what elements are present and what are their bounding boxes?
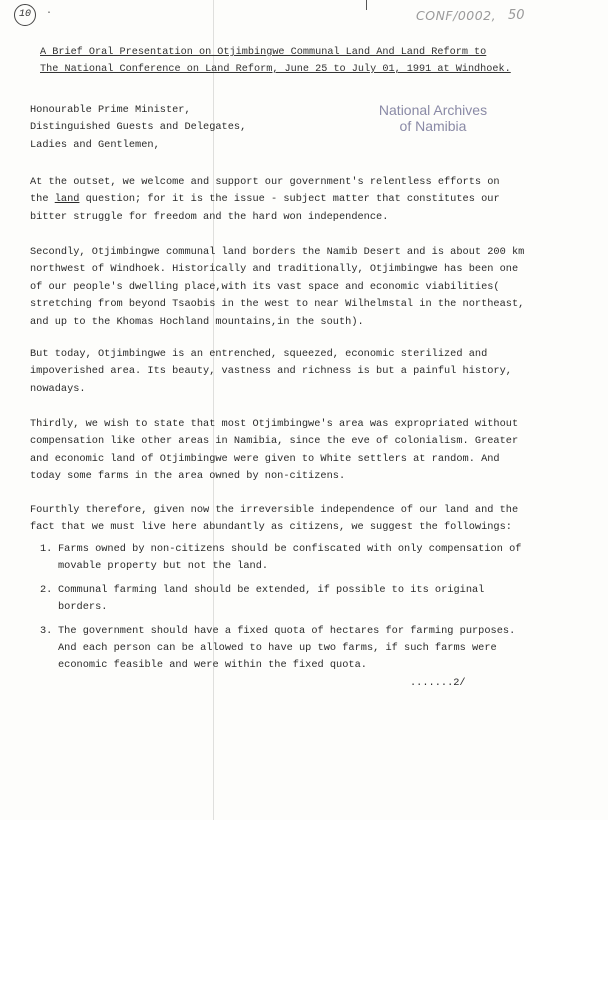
paragraph-line: Secondly, Otjimbingwe communal land borders the Namib Desert and is about 200 km	[30, 246, 525, 258]
underlined-word: land	[54, 193, 80, 206]
salutation-line: Honourable Prime Minister,	[30, 104, 191, 116]
paragraph-line: compensation like other areas in Namibia, since the eve of colonialism. Greater	[30, 435, 519, 448]
paragraph-fourthly	[30, 502, 550, 537]
paragraph-line: of our people's dwelling place,with its vast space and economic viabilities(	[30, 280, 500, 293]
paragraph-line: stretching from beyond Tsaobis in the west to near Wilhelmstal in the northeast,	[30, 298, 525, 311]
paragraph-line: But today, Otjimbingwe is an entrenched, squeezed, economic sterilized and	[30, 348, 488, 360]
paragraph-line: fact that we must live here abundantly as citizens, we suggest the followings:	[30, 521, 512, 534]
stamp-line: National Archives	[378, 102, 488, 118]
paragraph-line: Fourthly therefore, given now the irreversible independence of our land and the	[30, 504, 519, 516]
salutation	[30, 102, 550, 154]
paragraph-line: and economic land of Otjimbingwe were given to White settlers at random. And	[30, 452, 500, 465]
paragraph-line: and up to the Khomas Hochland mountains,in the south).	[30, 315, 364, 328]
list-line: And each person can be allowed to have up two farms, if such farms were	[58, 642, 497, 655]
list-line: movable property but not the land.	[58, 560, 269, 573]
paragraph-line: impoverished area. Its beauty, vastness and richness is but a painful history,	[30, 365, 512, 378]
text-span: the	[30, 193, 55, 206]
paragraph-line: today some farms in the area owned by non-citizens.	[30, 470, 346, 483]
top-tick-mark	[366, 0, 367, 10]
paragraph-line: nowadays.	[30, 382, 86, 395]
page-number-circle: 10	[14, 4, 36, 26]
document-title	[40, 44, 580, 78]
stamp-line: of Namibia	[399, 118, 467, 134]
list-line: economic feasible and were within the fixed quota.	[58, 659, 367, 672]
paragraph-line: bitter struggle for freedom and the hard won independence.	[30, 210, 389, 223]
paragraph-today	[30, 346, 550, 398]
paragraph-thirdly	[30, 416, 550, 486]
salutation-line: Distinguished Guests and Delegates,	[30, 121, 247, 134]
list-line: borders.	[58, 601, 108, 614]
title-line: A Brief Oral Presentation on Otjimbingwe Communal Land And Land Reform to	[40, 47, 487, 58]
archive-reference: CONF/0002,	[416, 8, 497, 23]
title-line: The National Conference on Land Reform, June 25 to July 01, 1991 at Windhoek.	[40, 64, 511, 75]
paragraph-secondly	[30, 244, 550, 331]
list-number: 2.	[40, 583, 53, 596]
paragraph-line: northwest of Windhoek. Historically and traditionally, Otjimbingwe has been one	[30, 263, 519, 276]
list-item	[40, 582, 560, 617]
paragraph-outset	[30, 174, 550, 226]
paragraph-line: At the outset, we welcome and support our government's relentless efforts on	[30, 176, 500, 188]
text-span: question; for it is the issue - subject matter that constitutes our	[79, 193, 500, 206]
list-number: 3.	[40, 624, 53, 637]
paragraph-line: Thirdly, we wish to state that most Otjimbingwe's area was expropriated without	[30, 418, 519, 430]
page-continuation: .......2/	[410, 677, 466, 689]
list-item	[40, 623, 560, 675]
list-number: 1.	[40, 543, 53, 555]
list-line: Communal farming land should be extended, if possible to its original	[58, 583, 485, 596]
archive-number: 50	[508, 8, 525, 23]
stray-dot: ·	[46, 8, 53, 19]
list-line: Farms owned by non-citizens should be confiscated with only compensation of	[58, 543, 522, 555]
blank-area	[0, 820, 608, 1000]
salutation-line: Ladies and Gentlemen,	[30, 138, 160, 151]
suggestions-list	[40, 541, 560, 675]
list-line: The government should have a fixed quota of hectares for farming purposes.	[58, 624, 516, 637]
list-item	[40, 541, 560, 576]
paragraph-line	[30, 191, 550, 208]
